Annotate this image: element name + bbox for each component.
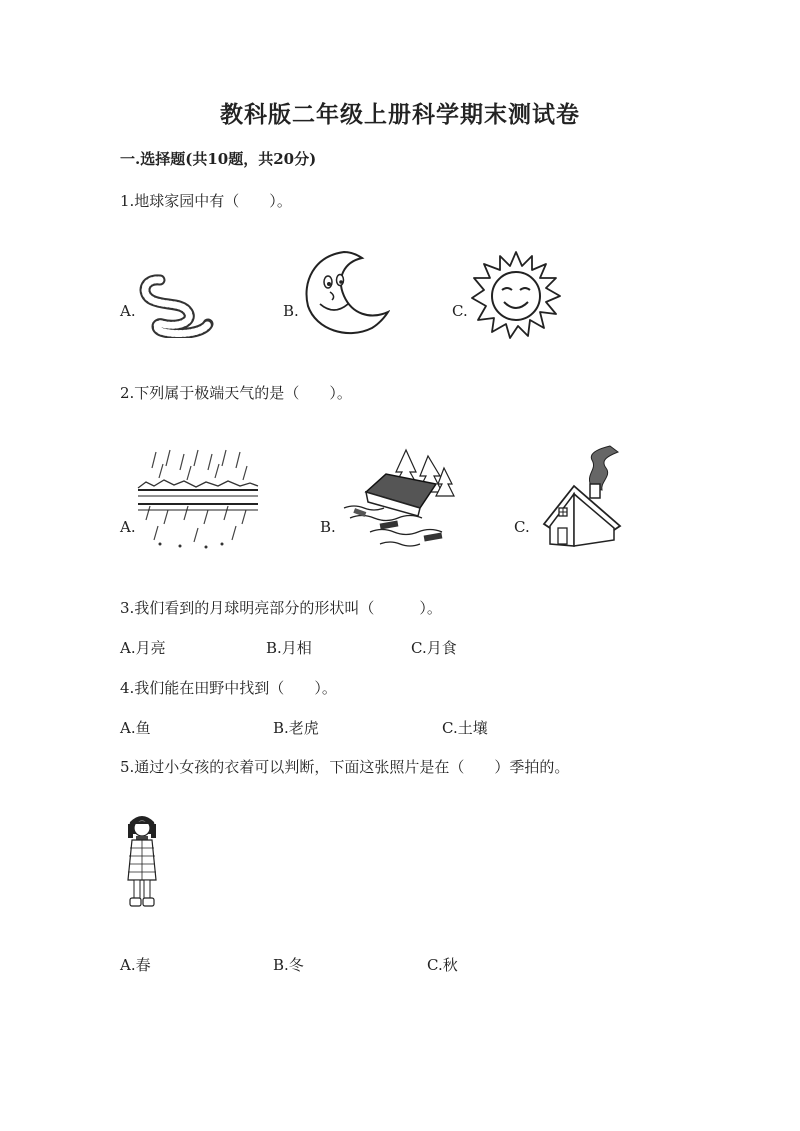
q3-option-b: B.月相 bbox=[266, 639, 312, 657]
smiling-sun-image bbox=[470, 250, 562, 340]
q1-option-a-label: A. bbox=[120, 302, 136, 320]
q4-option-c: C.土壤 bbox=[442, 719, 488, 737]
q2-option-c-label: C. bbox=[514, 518, 530, 536]
q3-option-c: C.月食 bbox=[411, 639, 457, 657]
section-heading: 一.选择题(共10题，共20分) bbox=[120, 150, 317, 168]
question-5-text: 5.通过小女孩的衣着可以判断，下面这张照片是在（ ）季拍的。 bbox=[120, 758, 570, 776]
earthworm-image bbox=[138, 272, 218, 338]
flooded-house-image bbox=[340, 446, 456, 552]
q4-option-b: B.老虎 bbox=[273, 719, 319, 737]
q2-option-b-label: B. bbox=[320, 518, 336, 536]
q4-option-a: A.鱼 bbox=[120, 719, 151, 737]
house-with-smoking-chimney-image bbox=[540, 444, 624, 548]
question-1-text: 1.地球家园中有（ ）。 bbox=[120, 192, 292, 210]
question-2-text: 2.下列属于极端天气的是（ ）。 bbox=[120, 384, 352, 402]
q1-option-b-label: B. bbox=[283, 302, 299, 320]
crescent-moon-face-image bbox=[300, 248, 390, 340]
q5-option-b: B.冬 bbox=[273, 956, 304, 974]
q2-option-a-label: A. bbox=[120, 518, 136, 536]
q5-option-a: A.春 bbox=[120, 956, 151, 974]
q5-option-c: C.秋 bbox=[427, 956, 458, 974]
question-4-text: 4.我们能在田野中找到（ ）。 bbox=[120, 679, 337, 697]
girl-in-winter-coat-image bbox=[124, 810, 160, 910]
q3-option-a: A.月亮 bbox=[120, 639, 166, 657]
heavy-rain-image bbox=[136, 448, 260, 550]
page-title: 教科版二年级上册科学期末测试卷 bbox=[220, 101, 580, 128]
question-3-text: 3.我们看到的月球明亮部分的形状叫（ ）。 bbox=[120, 599, 442, 617]
q1-option-c-label: C. bbox=[452, 302, 468, 320]
